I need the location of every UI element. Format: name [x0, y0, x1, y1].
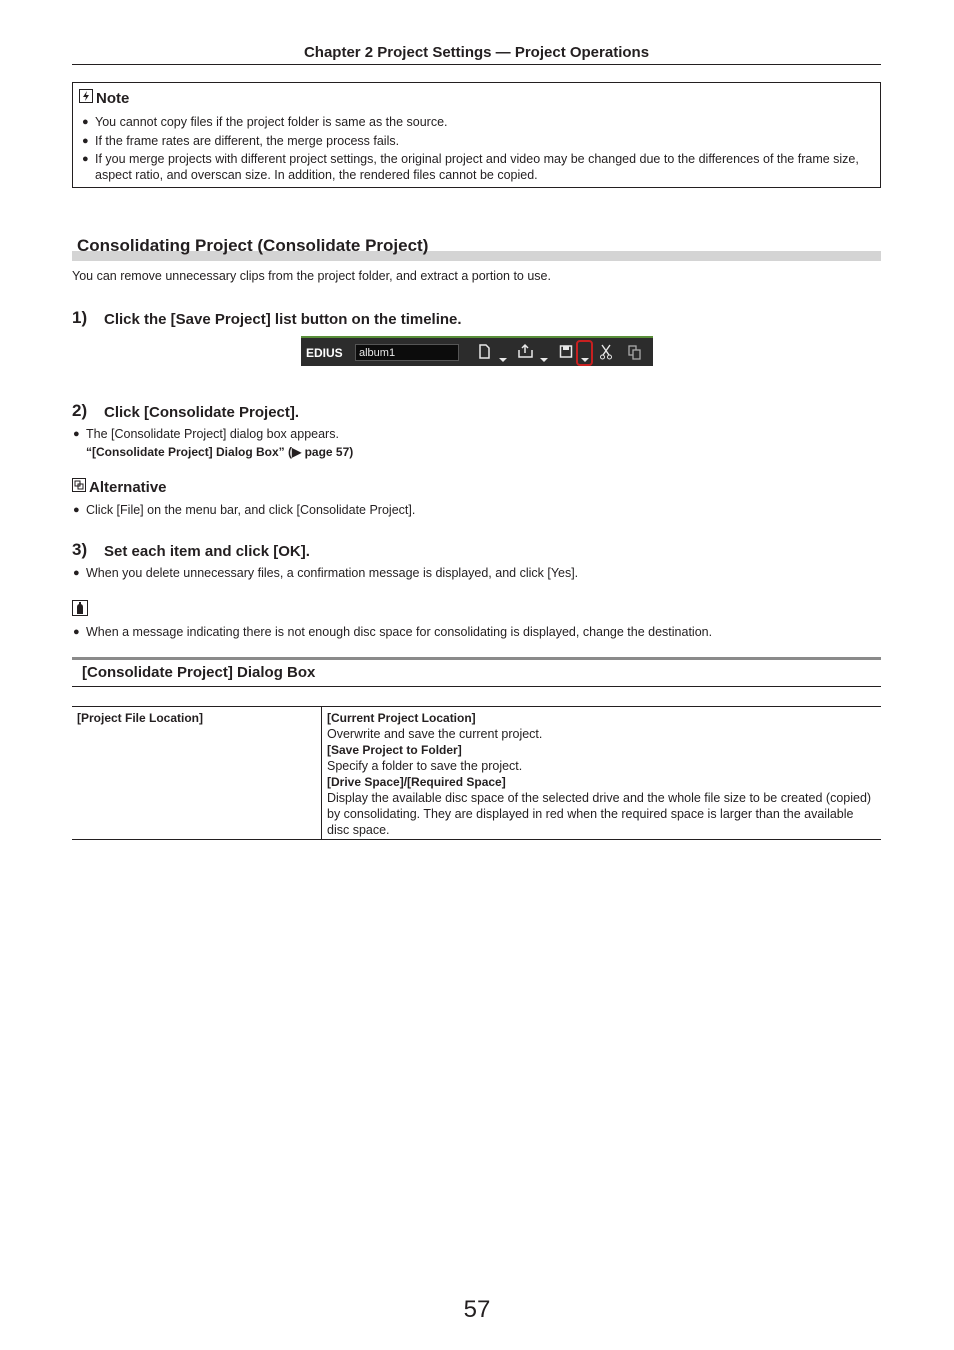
subsection-rule	[72, 686, 881, 687]
step-number: 2)	[72, 401, 88, 420]
table-row-description	[327, 710, 877, 838]
copy-icon[interactable]	[627, 342, 643, 367]
section-title: Consolidating Project (Consolidate Project)	[77, 236, 429, 255]
step-text: Click the [Save Project] list button on the timeline.	[104, 311, 462, 328]
note-item: ● You cannot copy files if the project folder is same as the source.	[82, 115, 448, 129]
step-text: Set each item and click [OK].	[104, 543, 310, 560]
chevron-down-icon[interactable]	[539, 350, 549, 368]
alternative-icon	[72, 478, 86, 496]
subsection-rule	[72, 657, 881, 660]
save-project-list-highlight	[576, 340, 593, 366]
chapter-header: Chapter 2 Project Settings — Project Operations	[303, 44, 650, 61]
entry-heading: [Current Project Location]	[327, 711, 476, 725]
step-text: Click [Consolidate Project].	[104, 404, 300, 421]
note-icon	[79, 89, 93, 107]
note-item: ● If the frame rates are different, the merge process fails.	[82, 134, 400, 148]
entry-text: Display the available disc space of the selected drive and the whole file size to be created (copied) by consolidating. They are displayed in red when the required space is larger than the available disc space.	[327, 791, 872, 837]
table-column-divider	[321, 707, 322, 839]
entry-text: Overwrite and save the current project.	[327, 727, 543, 741]
cut-icon[interactable]	[599, 342, 613, 367]
save-project-icon[interactable]	[559, 342, 573, 367]
arrow-right-icon: ▶	[292, 445, 302, 459]
note-item: ● If you merge projects with different project settings, the original project and video may be changed due to the differences of the frame size, aspect ratio, and overscan size. In addition, the rendered files cannot be copied.	[82, 152, 859, 182]
chevron-down-icon[interactable]	[498, 350, 508, 368]
table-row-label: [Project File Location]	[77, 711, 204, 725]
page-number: 57	[463, 1296, 491, 1323]
step-number: 1)	[72, 308, 88, 327]
tip-icon	[72, 600, 88, 621]
note-heading	[79, 89, 129, 107]
step-number: 3)	[72, 540, 88, 559]
subsection-title: [Consolidate Project] Dialog Box	[82, 664, 316, 681]
step-bullet: ● The [Consolidate Project] dialog box appears.	[73, 427, 339, 441]
alternative-heading	[72, 478, 167, 496]
cross-reference-link[interactable]: “[Consolidate Project] Dialog Box” (▶ page 57)	[86, 445, 354, 459]
timeline-toolbar	[301, 336, 653, 366]
step-bullet: ● When you delete unnecessary files, a confirmation message is displayed, and click [Yes].	[73, 566, 579, 580]
entry-heading: [Drive Space]/[Required Space]	[327, 775, 506, 789]
open-project-icon[interactable]	[517, 342, 535, 367]
entry-heading: [Save Project to Folder]	[327, 743, 462, 757]
edius-logo: EDIUS	[306, 346, 343, 360]
alternative-item: ● Click [File] on the menu bar, and click [Consolidate Project].	[73, 503, 416, 517]
project-name-field[interactable]: album1	[355, 344, 459, 361]
alternative-title: Alternative	[89, 478, 167, 496]
note-box	[72, 82, 881, 188]
new-project-icon[interactable]	[478, 342, 492, 367]
tip-item: ● When a message indicating there is not enough disc space for consolidating is displayed, change the destination.	[73, 625, 713, 639]
header-rule	[72, 64, 881, 65]
entry-text: Specify a folder to save the project.	[327, 759, 523, 773]
section-intro: You can remove unnecessary clips from the project folder, and extract a portion to use.	[72, 269, 551, 283]
dialog-settings-table	[72, 706, 881, 840]
note-title: Note	[96, 89, 130, 107]
